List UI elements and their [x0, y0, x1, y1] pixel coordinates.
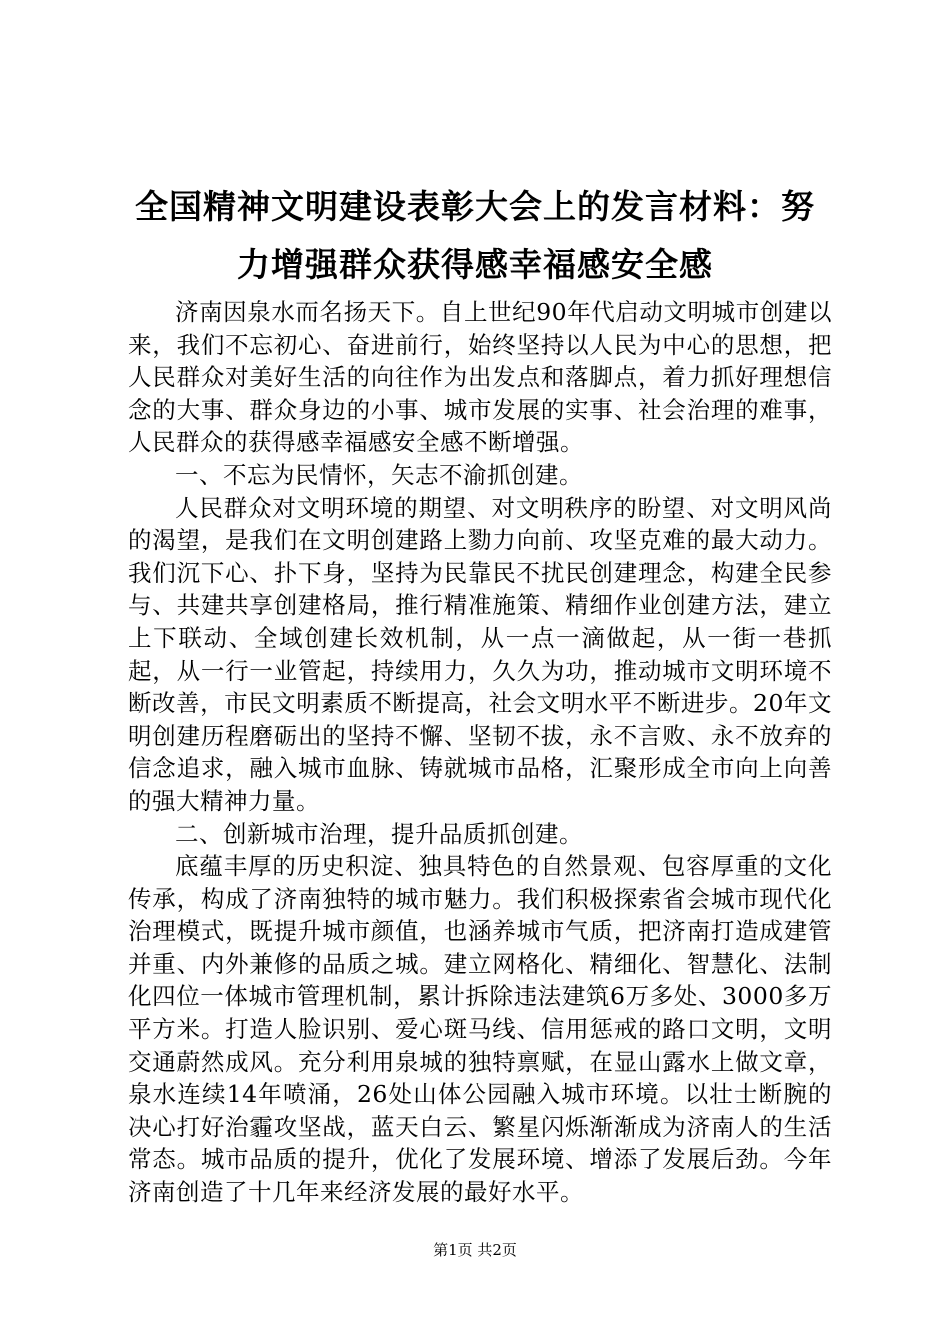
page-number: 第1页 共2页	[433, 1241, 517, 1259]
paragraph-section-2: 底蕴丰厚的历史积淀、独具特色的自然景观、包容厚重的文化传承，构成了济南独特的城市魅力。我们积极探索省会城市现代化治理模式，既提升城市颜值，也涵养城市气质，把济南打造成建管并重、内外兼修的品质之城。建立网格化、精细化、智慧化、法制化四位一体城市管理机制，累计拆除违法建筑6万多处、3000多万平方米。打造人脸识别、爱心斑马线、信用惩戒的路口文明，文明交通蔚然成风。充分利用泉城的独特禀赋，在显山露水上做文章，泉水连续14年喷涌，26处山体公园融入城市环境。以壮士断腕的决心打好治霾攻坚战，蓝天白云、繁星闪烁渐渐成为济南人的生活常态。城市品质的提升，优化了发展环境、增添了发展后劲。今年济南创造了十几年来经济发展的最好水平。	[128, 852, 832, 1207]
section-heading-2: 二、创新城市治理，提升品质抓创建。	[175, 819, 583, 848]
section-heading-1: 一、不忘为民情怀，矢志不渝抓创建。	[175, 460, 583, 489]
document-title	[110, 178, 840, 294]
title-line-2: 力增强群众获得感幸福感安全感	[237, 245, 713, 284]
paragraph-section-1: 人民群众对文明环境的期望、对文明秩序的盼望、对文明风尚的渴望，是我们在文明创建路上勠力向前、攻坚克难的最大动力。我们沉下心、扑下身，坚持为民靠民不扰民创建理念，构建全民参与、共建共享创建格局，推行精准施策、精细作业创建方法，建立上下联动、全域创建长效机制，从一点一滴做起，从一街一巷抓起，从一行一业管起，持续用力，久久为功，推动城市文明环境不断改善，市民文明素质不断提高，社会文明水平不断进步。20年文明创建历程磨砺出的坚持不懈、坚韧不拔，永不言败、永不放弃的信念追求，融入城市血脉、铸就城市品格，汇聚形成全市向上向善的强大精神力量。	[128, 493, 832, 815]
document-body	[128, 296, 832, 1209]
paragraph-intro: 济南因泉水而名扬天下。自上世纪90年代启动文明城市创建以来，我们不忘初心、奋进前行，始终坚持以人民为中心的思想，把人民群众对美好生活的向往作为出发点和落脚点，着力抓好理想信念的大事、群众身边的小事、城市发展的实事、社会治理的难事，人民群众的获得感幸福感安全感不断增强。	[128, 298, 832, 457]
title-line-1: 全国精神文明建设表彰大会上的发言材料：努	[135, 187, 815, 226]
